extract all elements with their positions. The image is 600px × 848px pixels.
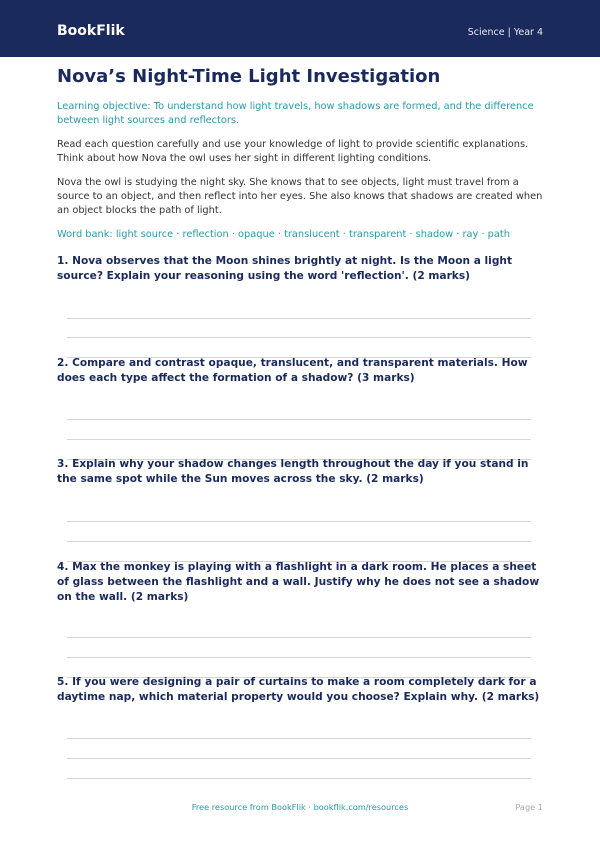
intro-paragraph: Nova the owl is studying the night sky. She knows that to see objects, light must travel from a source to an object, and then reflect into her eyes. She also knows that shadows are created when an object blocks the path of light. — [57, 177, 543, 216]
answer-line[interactable] — [67, 541, 531, 542]
footer-link[interactable]: Free resource from BookFlik · bookflik.com/resources — [191, 802, 409, 812]
answer-line[interactable] — [67, 521, 531, 522]
question-4: 4. Max the monkey is playing with a flashlight in a dark room. He places a sheet of glass between the flashlight and a wall. Justify why he does not see a shadow on the wall. (2 marks) — [57, 561, 540, 603]
question-3: 3. Explain why your shadow changes length throughout the day if you stand in the same spot while the Sun moves across the sky. (2 marks) — [57, 458, 529, 485]
page-header — [0, 0, 600, 57]
answer-line[interactable] — [67, 657, 531, 658]
answer-line[interactable] — [67, 439, 531, 440]
answer-line[interactable] — [67, 637, 531, 638]
question-2: 2. Compare and contrast opaque, translucent, and transparent materials. How does each type affect the formation of a shadow? (3 marks) — [57, 357, 528, 384]
worksheet-intro — [57, 66, 543, 242]
answer-line[interactable] — [67, 778, 531, 779]
answer-line[interactable] — [67, 738, 531, 739]
page-title: Nova’s Night-Time Light Investigation — [57, 66, 441, 87]
answer-line[interactable] — [67, 318, 531, 319]
answer-line[interactable] — [67, 758, 531, 759]
brand-logo: BookFlik — [57, 23, 125, 39]
intro-paragraph: Read each question carefully and use your knowledge of light to provide scientific explanations. Think about how Nova the owl uses her sight in different lighting conditions. — [57, 139, 529, 164]
answer-line[interactable] — [67, 337, 531, 338]
learning-objective: Learning objective: To understand how light travels, how shadows are formed, and the difference between light sources and reflectors. — [57, 101, 534, 126]
answer-line[interactable] — [67, 419, 531, 420]
question-5: 5. If you were designing a pair of curtains to make a room completely dark for a daytime nap, which material property would you choose? Explain why. (2 marks) — [57, 676, 540, 703]
word-bank: Word bank: light source · reflection · opaque · translucent · transparent · shadow · ray · path — [57, 229, 510, 240]
page-number: Page 1 — [515, 802, 543, 812]
question-1: 1. Nova observes that the Moon shines brightly at night. Is the Moon a light source? Explain your reasoning using the word 'reflection'. (2 marks) — [57, 255, 513, 282]
subject-year: Science | Year 4 — [467, 27, 543, 38]
